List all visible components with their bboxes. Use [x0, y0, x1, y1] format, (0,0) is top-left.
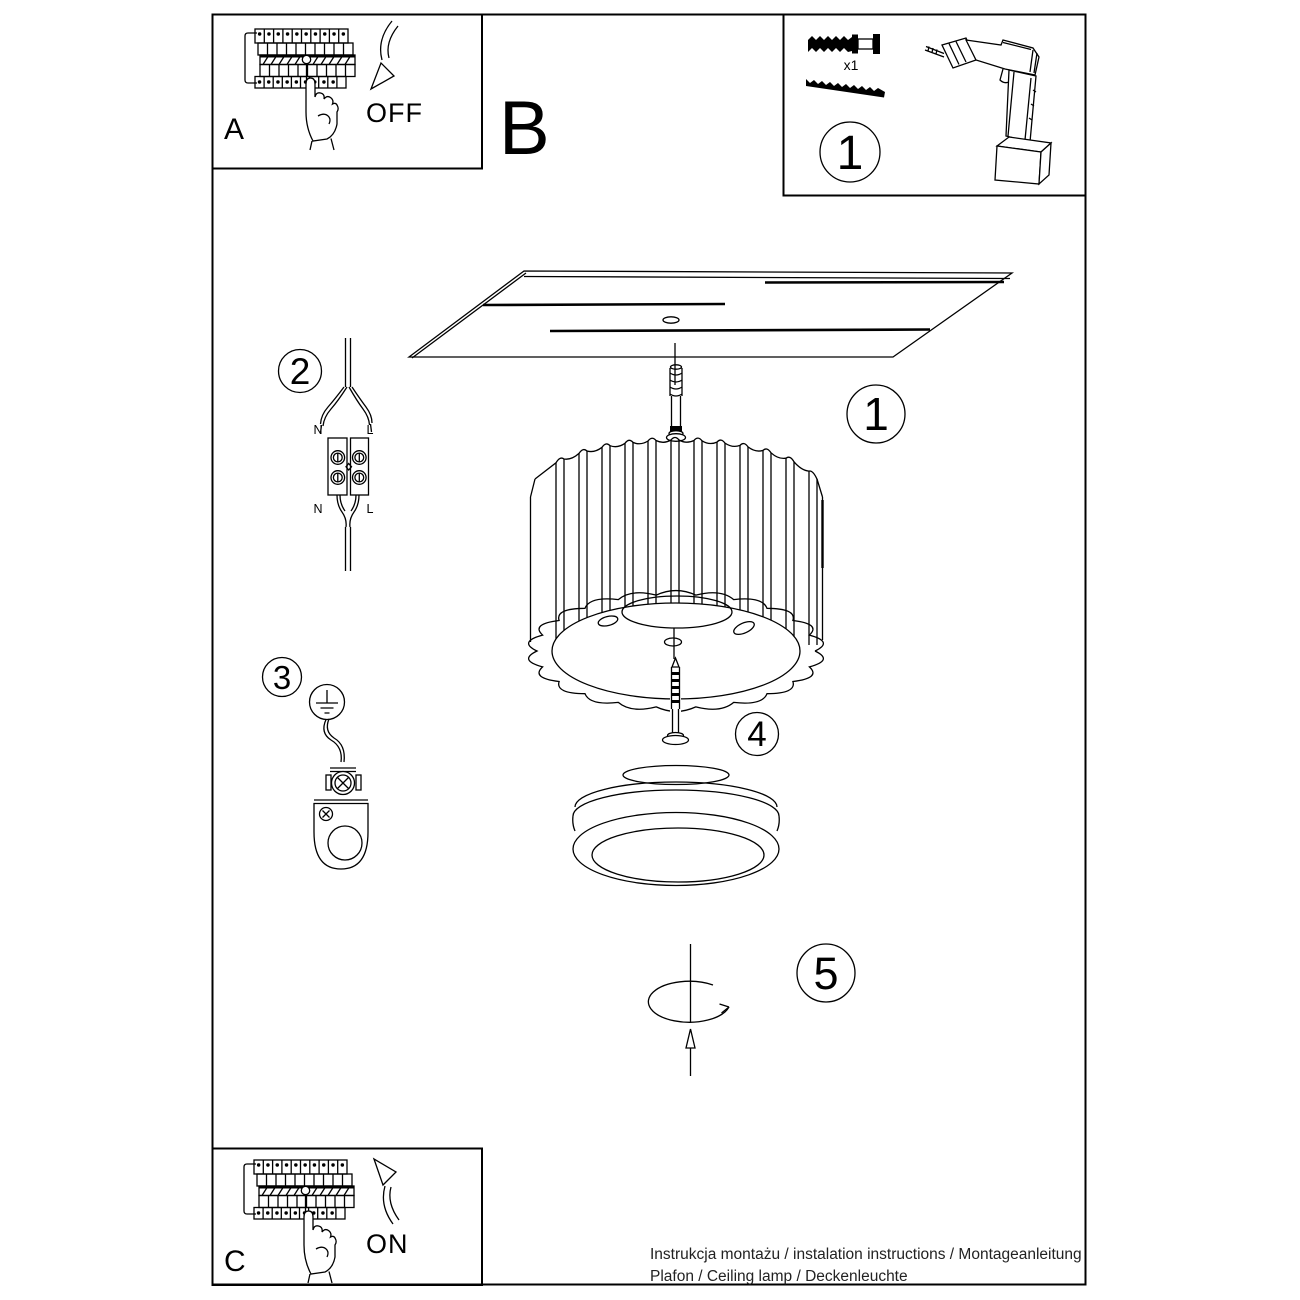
footer-line-1: Instrukcja montażu / instalation instructions / Montageanleitung [650, 1246, 1082, 1263]
on-label: ON [366, 1229, 409, 1259]
drill-illustration [925, 38, 1051, 184]
wiring-diagram [321, 338, 373, 571]
step-1-number: 1 [863, 388, 889, 440]
box-c-label: C [224, 1245, 246, 1278]
wire-n-bottom-label: N [313, 502, 323, 516]
wall-plug-icon [808, 34, 880, 54]
footer-line-2: Plafon / Ceiling lamp / Deckenleuchte [650, 1268, 908, 1285]
ceiling-panel-illustration [409, 271, 1012, 385]
main-frame [213, 15, 1086, 1285]
ground-wire-diagram [310, 685, 369, 870]
breaker-panel-off-illustration [245, 21, 398, 150]
step-5-number: 5 [813, 948, 839, 999]
box-a-label: A [224, 113, 245, 146]
box-breaker-off [213, 15, 483, 169]
section-b-label: B [499, 86, 550, 171]
pointing-hand-icon [304, 1211, 336, 1283]
step-4-number: 4 [747, 715, 767, 754]
wire-n-top-label: N [313, 423, 323, 437]
arrow-up-icon [374, 1159, 399, 1224]
step-2-number: 2 [289, 351, 311, 392]
tools-step-number: 1 [836, 127, 864, 180]
anchor-count-label: x1 [843, 57, 859, 73]
screw-icon [806, 79, 885, 98]
off-label: OFF [366, 98, 423, 128]
rotation-arrow-illustration [648, 944, 729, 1076]
bulb-illustration [573, 766, 780, 886]
wall-anchor-illustration [667, 365, 686, 442]
pointing-hand-icon [306, 78, 338, 150]
breaker-panel-on-illustration [244, 1159, 399, 1283]
wire-l-bottom-label: L [366, 502, 374, 516]
step-3-number: 3 [272, 659, 292, 696]
mounting-screw-illustration [663, 658, 689, 745]
arrow-down-icon [371, 21, 398, 89]
wire-l-top-label: L [366, 423, 374, 437]
